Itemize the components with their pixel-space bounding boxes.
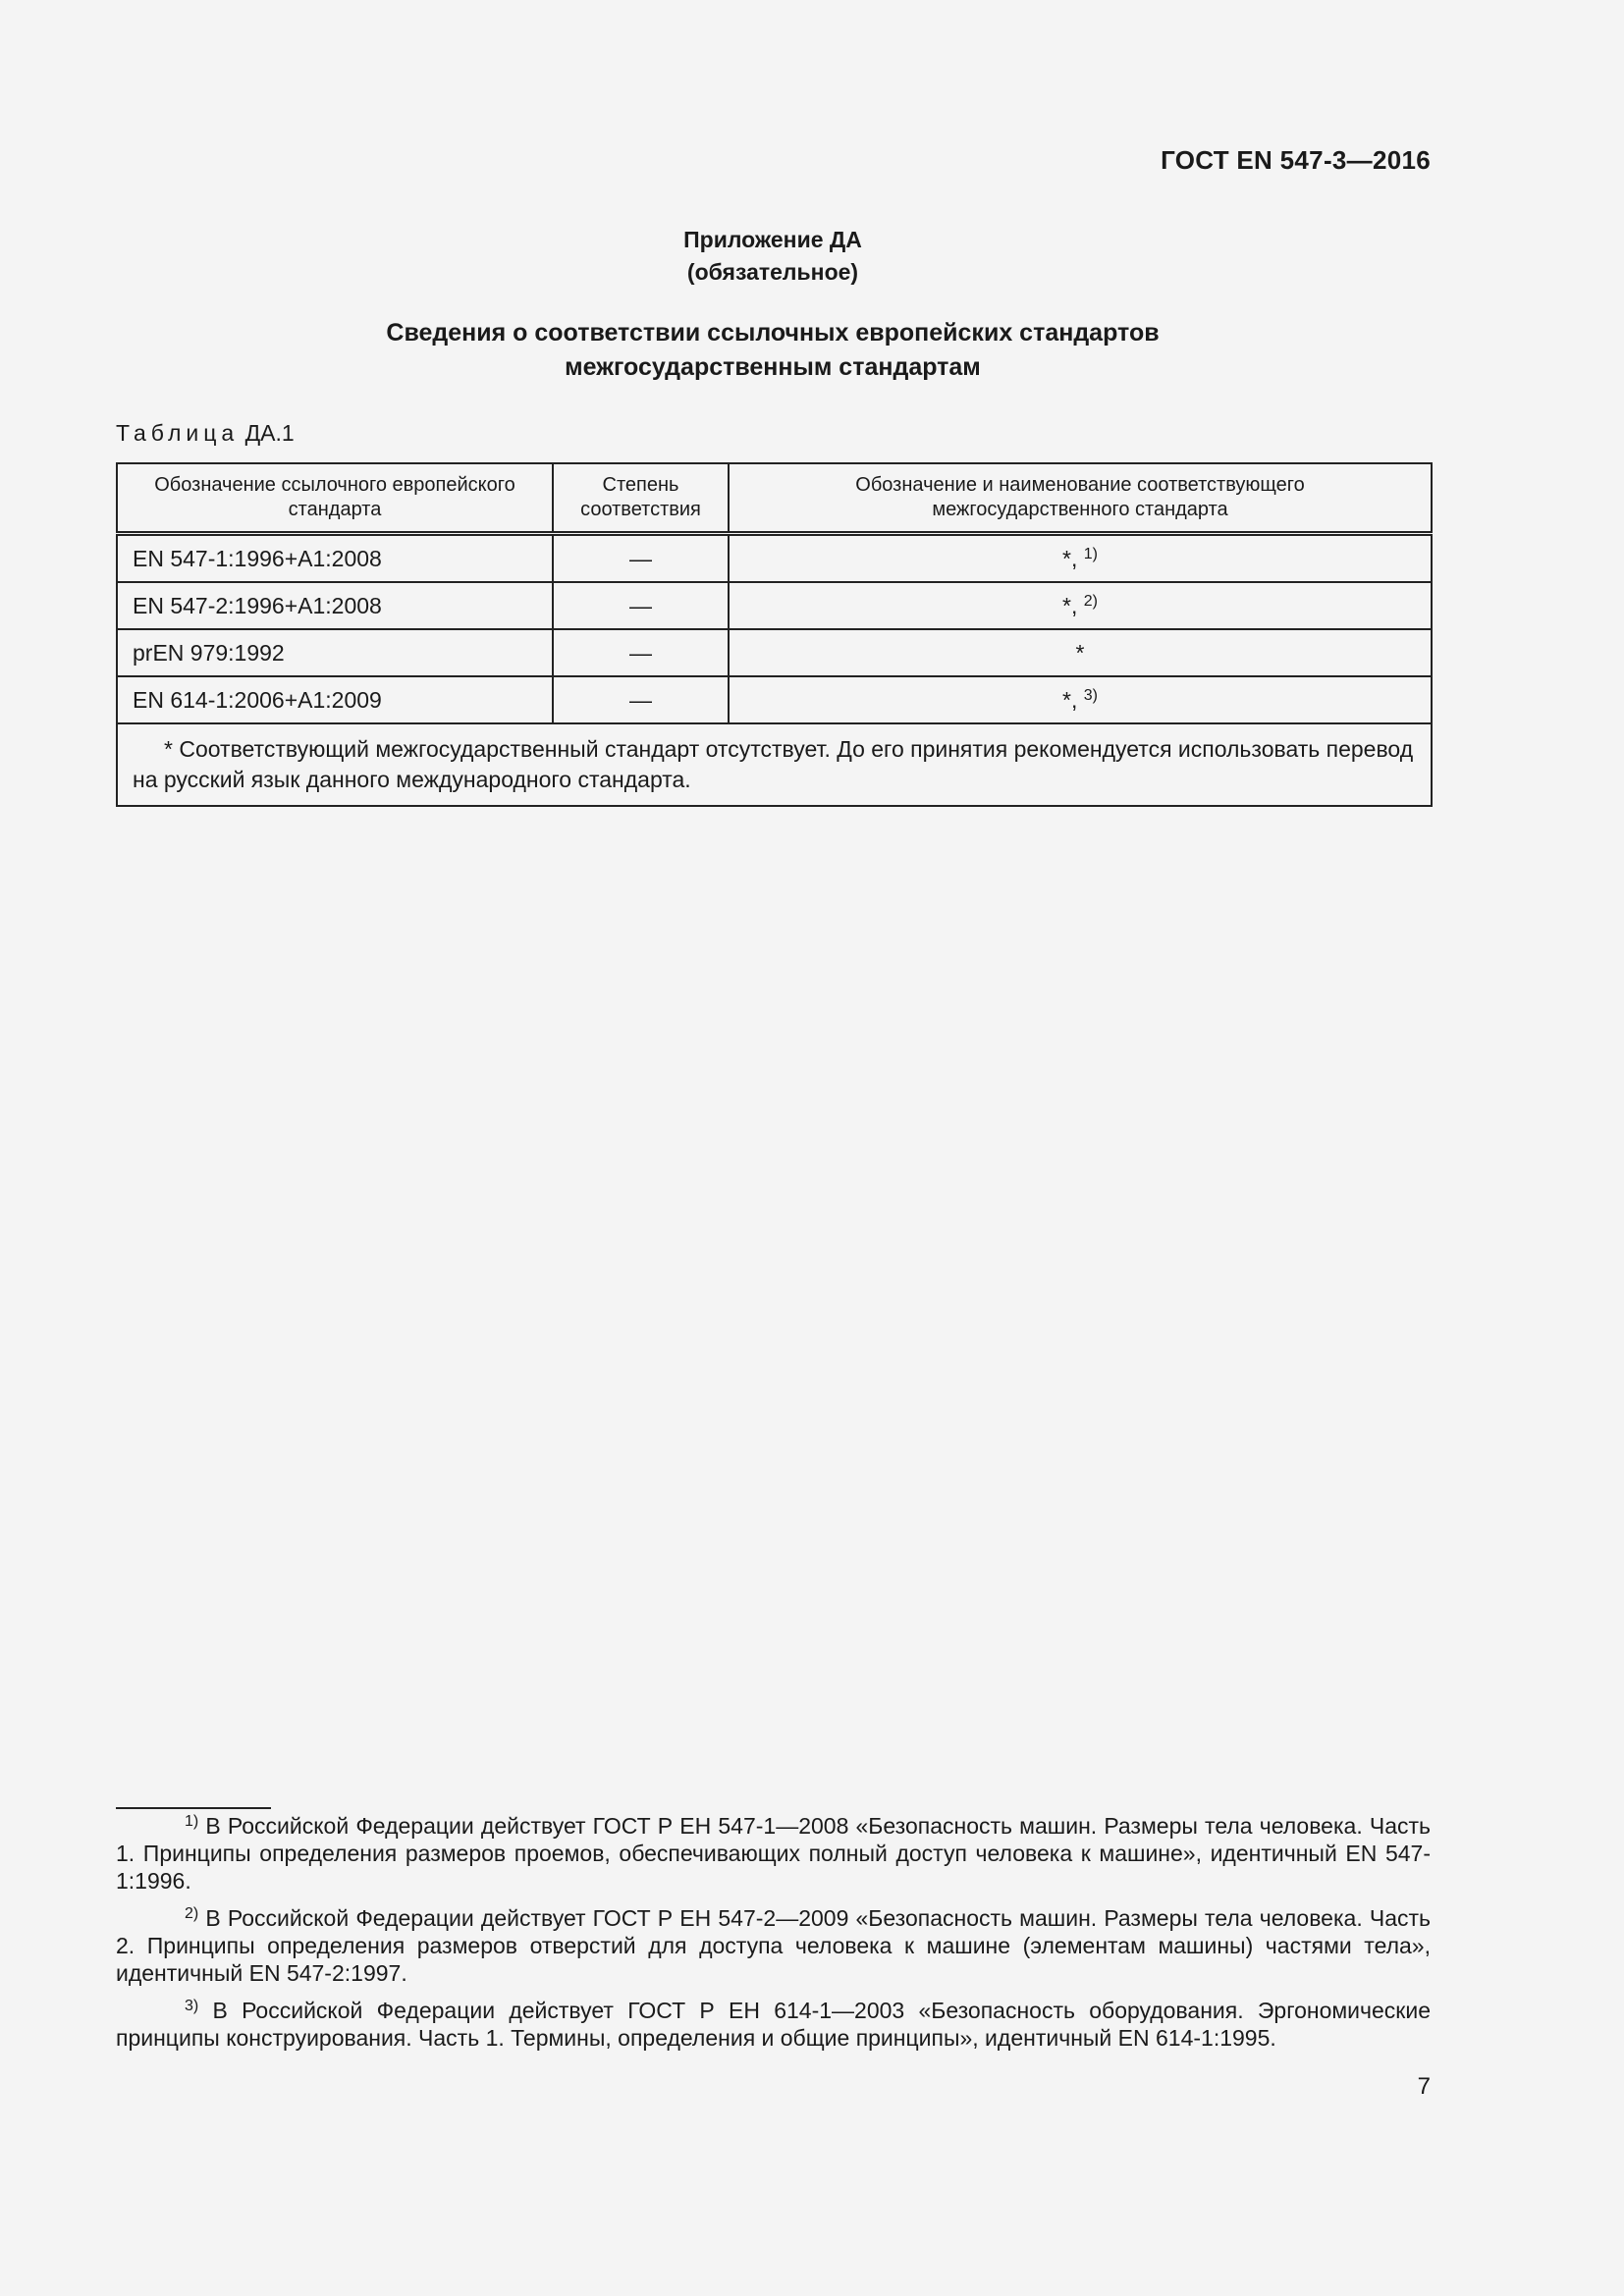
table-row (117, 676, 1432, 723)
footnote-item (116, 1812, 1431, 1895)
column-header-interstate-standard: Обозначение и наименование соответствующего межгосударственного стандарта (729, 463, 1432, 534)
footnote-item (116, 1997, 1431, 2052)
cell-degree: — (553, 676, 729, 723)
footnotes (116, 1812, 1431, 2061)
cell-reference: EN 547-1:1996+A1:2008 (117, 534, 553, 583)
table-note-row (117, 723, 1432, 806)
footnote-mark: 2) (185, 1905, 199, 1922)
footnote-ref: 3) (1083, 686, 1098, 704)
cell-mark: *, (1062, 545, 1078, 571)
cell-mark: * (1075, 639, 1085, 666)
cell-interstate-standard (729, 676, 1432, 723)
cell-degree: — (553, 534, 729, 583)
table-header-row (117, 463, 1432, 534)
column-header-reference: Обозначение ссылочного европейского стандарта (117, 463, 553, 534)
reference-table (116, 462, 1433, 807)
footnote-text: В Российской Федерации действует ГОСТ Р ЕН 547-2—2009 «Безопасность машин. Размеры тела человека. Часть 2. Принципы определения размеров отверстий для доступа человека к машине (элементам машины) частями тела», идентичный EN 547-2:1997. (116, 1905, 1432, 1986)
table-row (117, 582, 1432, 629)
cell-reference: EN 614-1:2006+A1:2009 (117, 676, 553, 723)
page-number: 7 (1417, 2073, 1431, 2100)
cell-interstate-standard (729, 629, 1432, 676)
cell-reference: prEN 979:1992 (117, 629, 553, 676)
table-row (117, 629, 1432, 676)
footnote-separator (116, 1807, 271, 1809)
cell-mark: *, (1062, 686, 1078, 713)
footnote-mark: 1) (185, 1813, 199, 1830)
footnote-text: В Российской Федерации действует ГОСТ Р ЕН 547-1—2008 «Безопасность машин. Размеры тела человека. Часть 1. Принципы определения размеров проемов, обеспечивающих полный доступ человека к машине», идентичный EN 547-1:1996. (116, 1813, 1432, 1894)
cell-degree: — (553, 582, 729, 629)
annex-title-line1: Приложение ДА (683, 227, 862, 252)
cell-reference: EN 547-2:1996+A1:2008 (117, 582, 553, 629)
footnote-text: В Российской Федерации действует ГОСТ Р ЕН 614-1—2003 «Безопасность оборудования. Эргономические принципы конструирования. Часть 1. Термины, определения и общие принципы», идентичный EN 614-1:1995. (116, 1998, 1431, 2051)
cell-mark: *, (1062, 592, 1078, 618)
section-heading-line2: межгосударственным стандартам (565, 353, 981, 381)
table-note: * Соответствующий межгосударственный стандарт отсутствует. До его принятия рекомендуется использовать перевод на русский язык данного международного стандарта. (117, 723, 1432, 806)
footnote-ref: 1) (1083, 545, 1098, 562)
annex-title (0, 224, 1545, 289)
table-caption (116, 420, 295, 447)
section-heading-line1: Сведения о соответствии ссылочных европейских стандартов (386, 319, 1160, 347)
table-caption-number: ДА.1 (244, 420, 295, 446)
footnote-ref: 2) (1083, 592, 1098, 610)
column-header-degree: Степень соответствия (553, 463, 729, 534)
table-caption-word: Таблица (116, 420, 240, 446)
annex-title-line2: (обязательное) (686, 259, 859, 285)
footnote-item (116, 1904, 1431, 1987)
cell-interstate-standard (729, 534, 1432, 583)
footnote-mark: 3) (185, 1998, 199, 2014)
section-heading (0, 316, 1545, 385)
cell-degree: — (553, 629, 729, 676)
document-code: ГОСТ EN 547-3—2016 (1161, 145, 1431, 175)
table-row (117, 534, 1432, 583)
cell-interstate-standard (729, 582, 1432, 629)
